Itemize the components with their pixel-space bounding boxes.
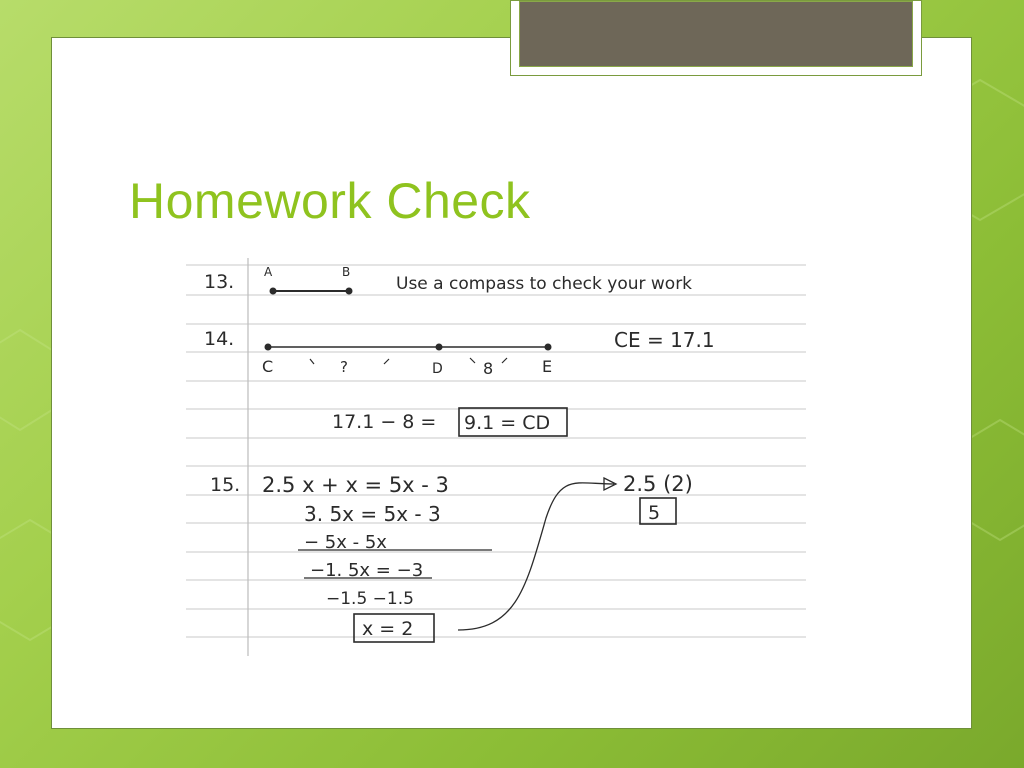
problem-13-number: 13. xyxy=(204,271,235,293)
check-result: 5 xyxy=(648,502,661,524)
point-a xyxy=(270,288,277,295)
problem-13-instruction: Use a compass to check your work xyxy=(396,274,693,294)
problem-14-number: 14. xyxy=(204,328,235,350)
problem-14-answer: 9.1 = CD xyxy=(464,412,551,434)
slide-title: Homework Check xyxy=(129,173,531,229)
problem-14-calculation: 17.1 − 8 = xyxy=(332,411,437,433)
point-c-label: C xyxy=(262,357,274,376)
problem-15-number: 15. xyxy=(210,474,241,496)
unknown-segment-label: ? xyxy=(340,358,348,376)
point-c xyxy=(265,344,272,351)
problem-15-step-3: −1. 5x = −3 xyxy=(310,560,424,581)
problem-15-equation: 2.5 x + x = 5x - 3 xyxy=(262,473,449,497)
point-e xyxy=(545,344,552,351)
homework-worksheet-image xyxy=(186,258,806,656)
point-e-label: E xyxy=(542,357,553,376)
problem-15-step-1: 3. 5x = 5x - 3 xyxy=(304,502,441,526)
problem-15-step-2: − 5x - 5x xyxy=(304,532,387,553)
header-accent-tab xyxy=(510,0,922,76)
point-d xyxy=(436,344,443,351)
point-d-label: D xyxy=(432,361,443,377)
header-accent-panel xyxy=(519,1,913,67)
problem-15-answer: x = 2 xyxy=(362,618,414,640)
segment-de-label: 8 xyxy=(483,359,494,378)
point-a-label: A xyxy=(264,265,273,279)
given-length-ce: CE = 17.1 xyxy=(614,328,715,352)
problem-15-step-4: −1.5 −1.5 xyxy=(326,589,414,609)
point-b xyxy=(346,288,353,295)
point-b-label: B xyxy=(342,265,351,279)
check-expression: 2.5 (2) xyxy=(623,472,693,496)
